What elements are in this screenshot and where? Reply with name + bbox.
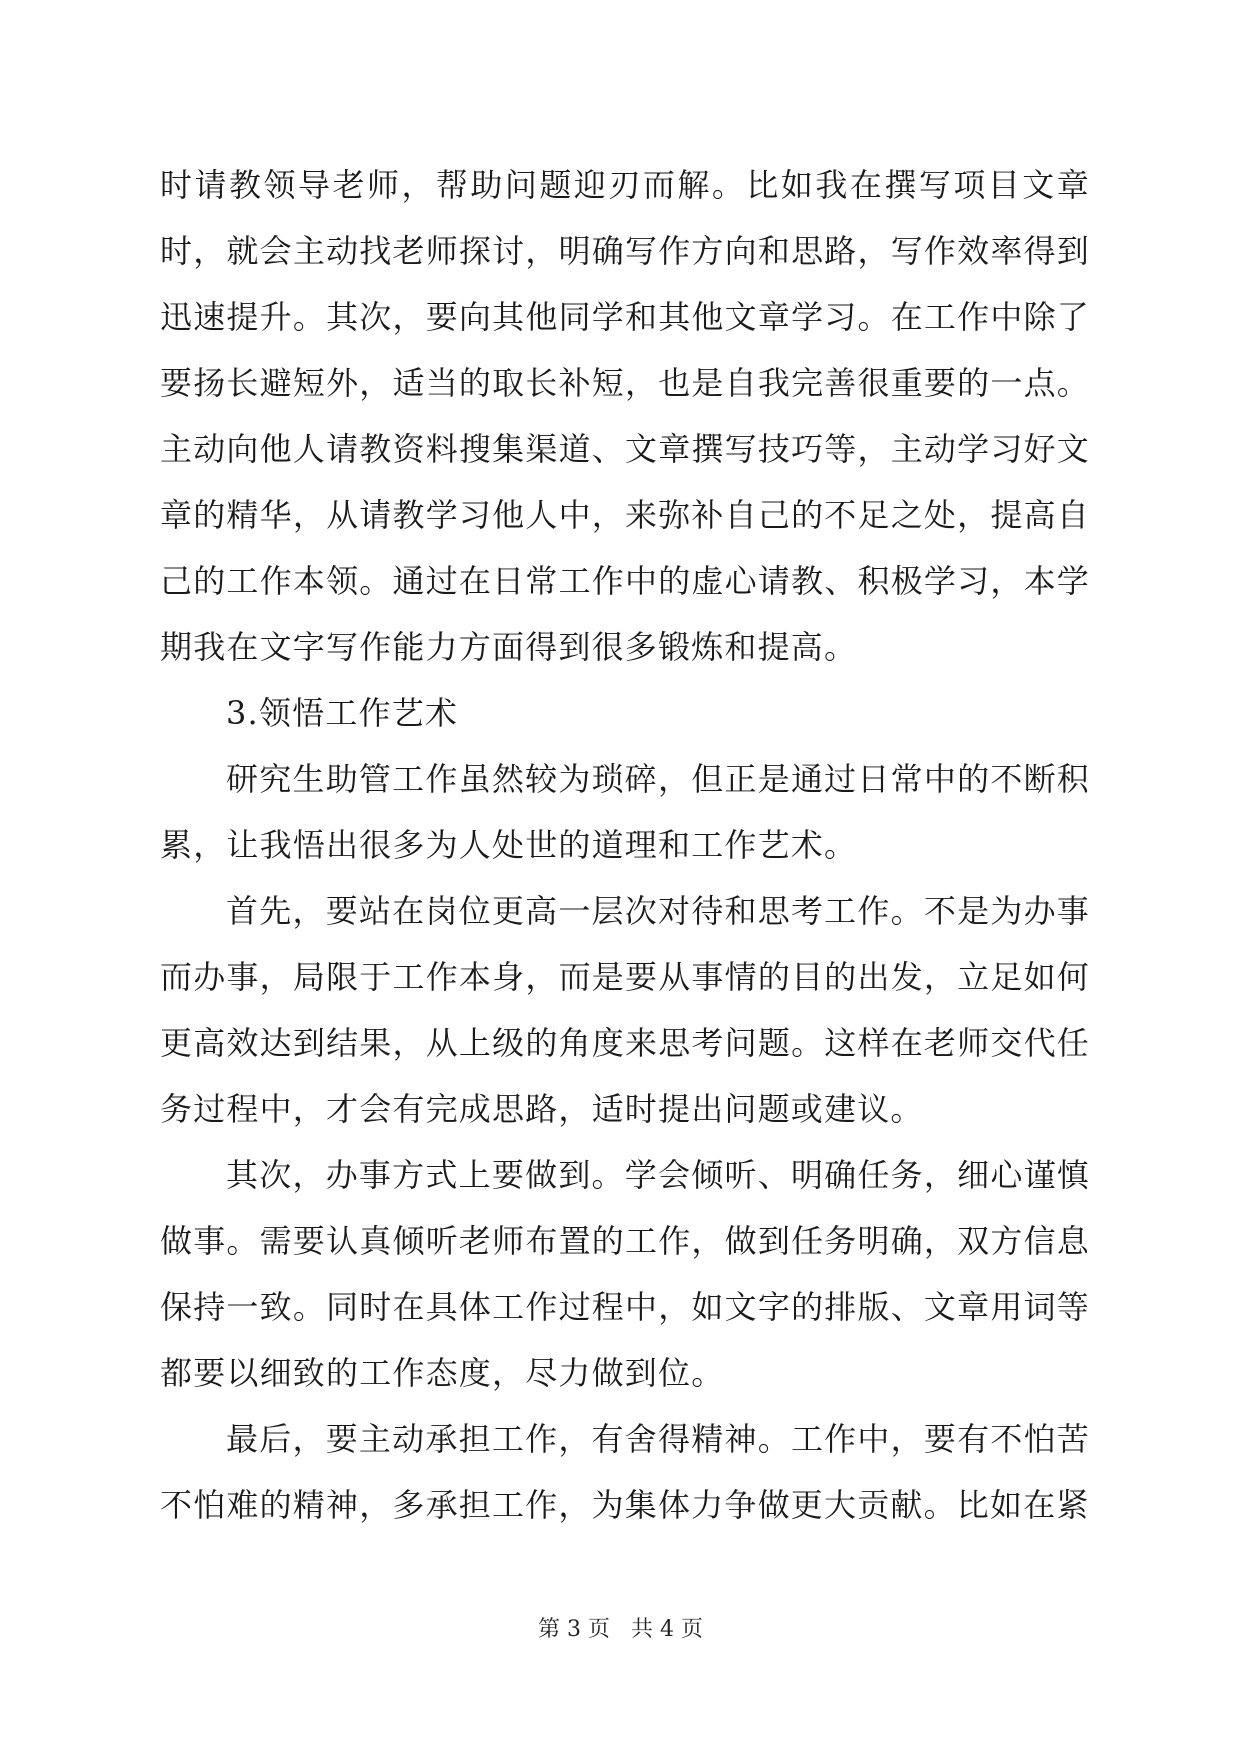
document-body bbox=[160, 152, 1090, 1538]
paragraph-intro: 研究生助管工作虽然较为琐碎，但正是通过日常中的不断积累，让我悟出很多为人处世的道理和工作艺术。 bbox=[160, 760, 1090, 864]
page-total: 共 4 页 bbox=[631, 1617, 703, 1642]
paragraph-last-point: 最后，要主动承担工作，有舍得精神。工作中，要有不怕苦不怕难的精神，多承担工作，为集体力争做更大贡献。比如在紧 bbox=[160, 1420, 1090, 1524]
paragraph-continuation: 时请教领导老师，帮助问题迎刃而解。比如我在撰写项目文章时，就会主动找老师探讨，明确写作方向和思路，写作效率得到迅速提升。其次，要向其他同学和其他文章学习。在工作中除了要扬长避短外，适当的取长补短，也是自我完善很重要的一点。主动向他人请教资料搜集渠道、文章撰写技巧等，主动学习好文章的精华，从请教学习他人中，来弥补自己的不足之处，提高自己的工作本领。通过在日常工作中的虚心请教、积极学习，本学期我在文字写作能力方面得到很多锻炼和提高。 bbox=[160, 166, 1090, 666]
paragraph-first-point: 首先，要站在岗位更高一层次对待和思考工作。不是为办事而办事，局限于工作本身，而是要从事情的目的出发，立足如何更高效达到结果，从上级的角度来思考问题。这样在老师交代任务过程中，才会有完成思路，适时提出问题或建议。 bbox=[160, 892, 1090, 1128]
paragraph-second-point: 其次，办事方式上要做到。学会倾听、明确任务，细心谨慎做事。需要认真倾听老师布置的工作，做到任务明确，双方信息保持一致。同时在具体工作过程中，如文字的排版、文章用词等都要以细致的工作态度，尽力做到位。 bbox=[160, 1156, 1090, 1392]
page-number: 第 3 页 bbox=[538, 1617, 610, 1642]
page-footer bbox=[0, 1615, 1241, 1645]
section-heading: 3.领悟工作艺术 bbox=[226, 694, 459, 732]
